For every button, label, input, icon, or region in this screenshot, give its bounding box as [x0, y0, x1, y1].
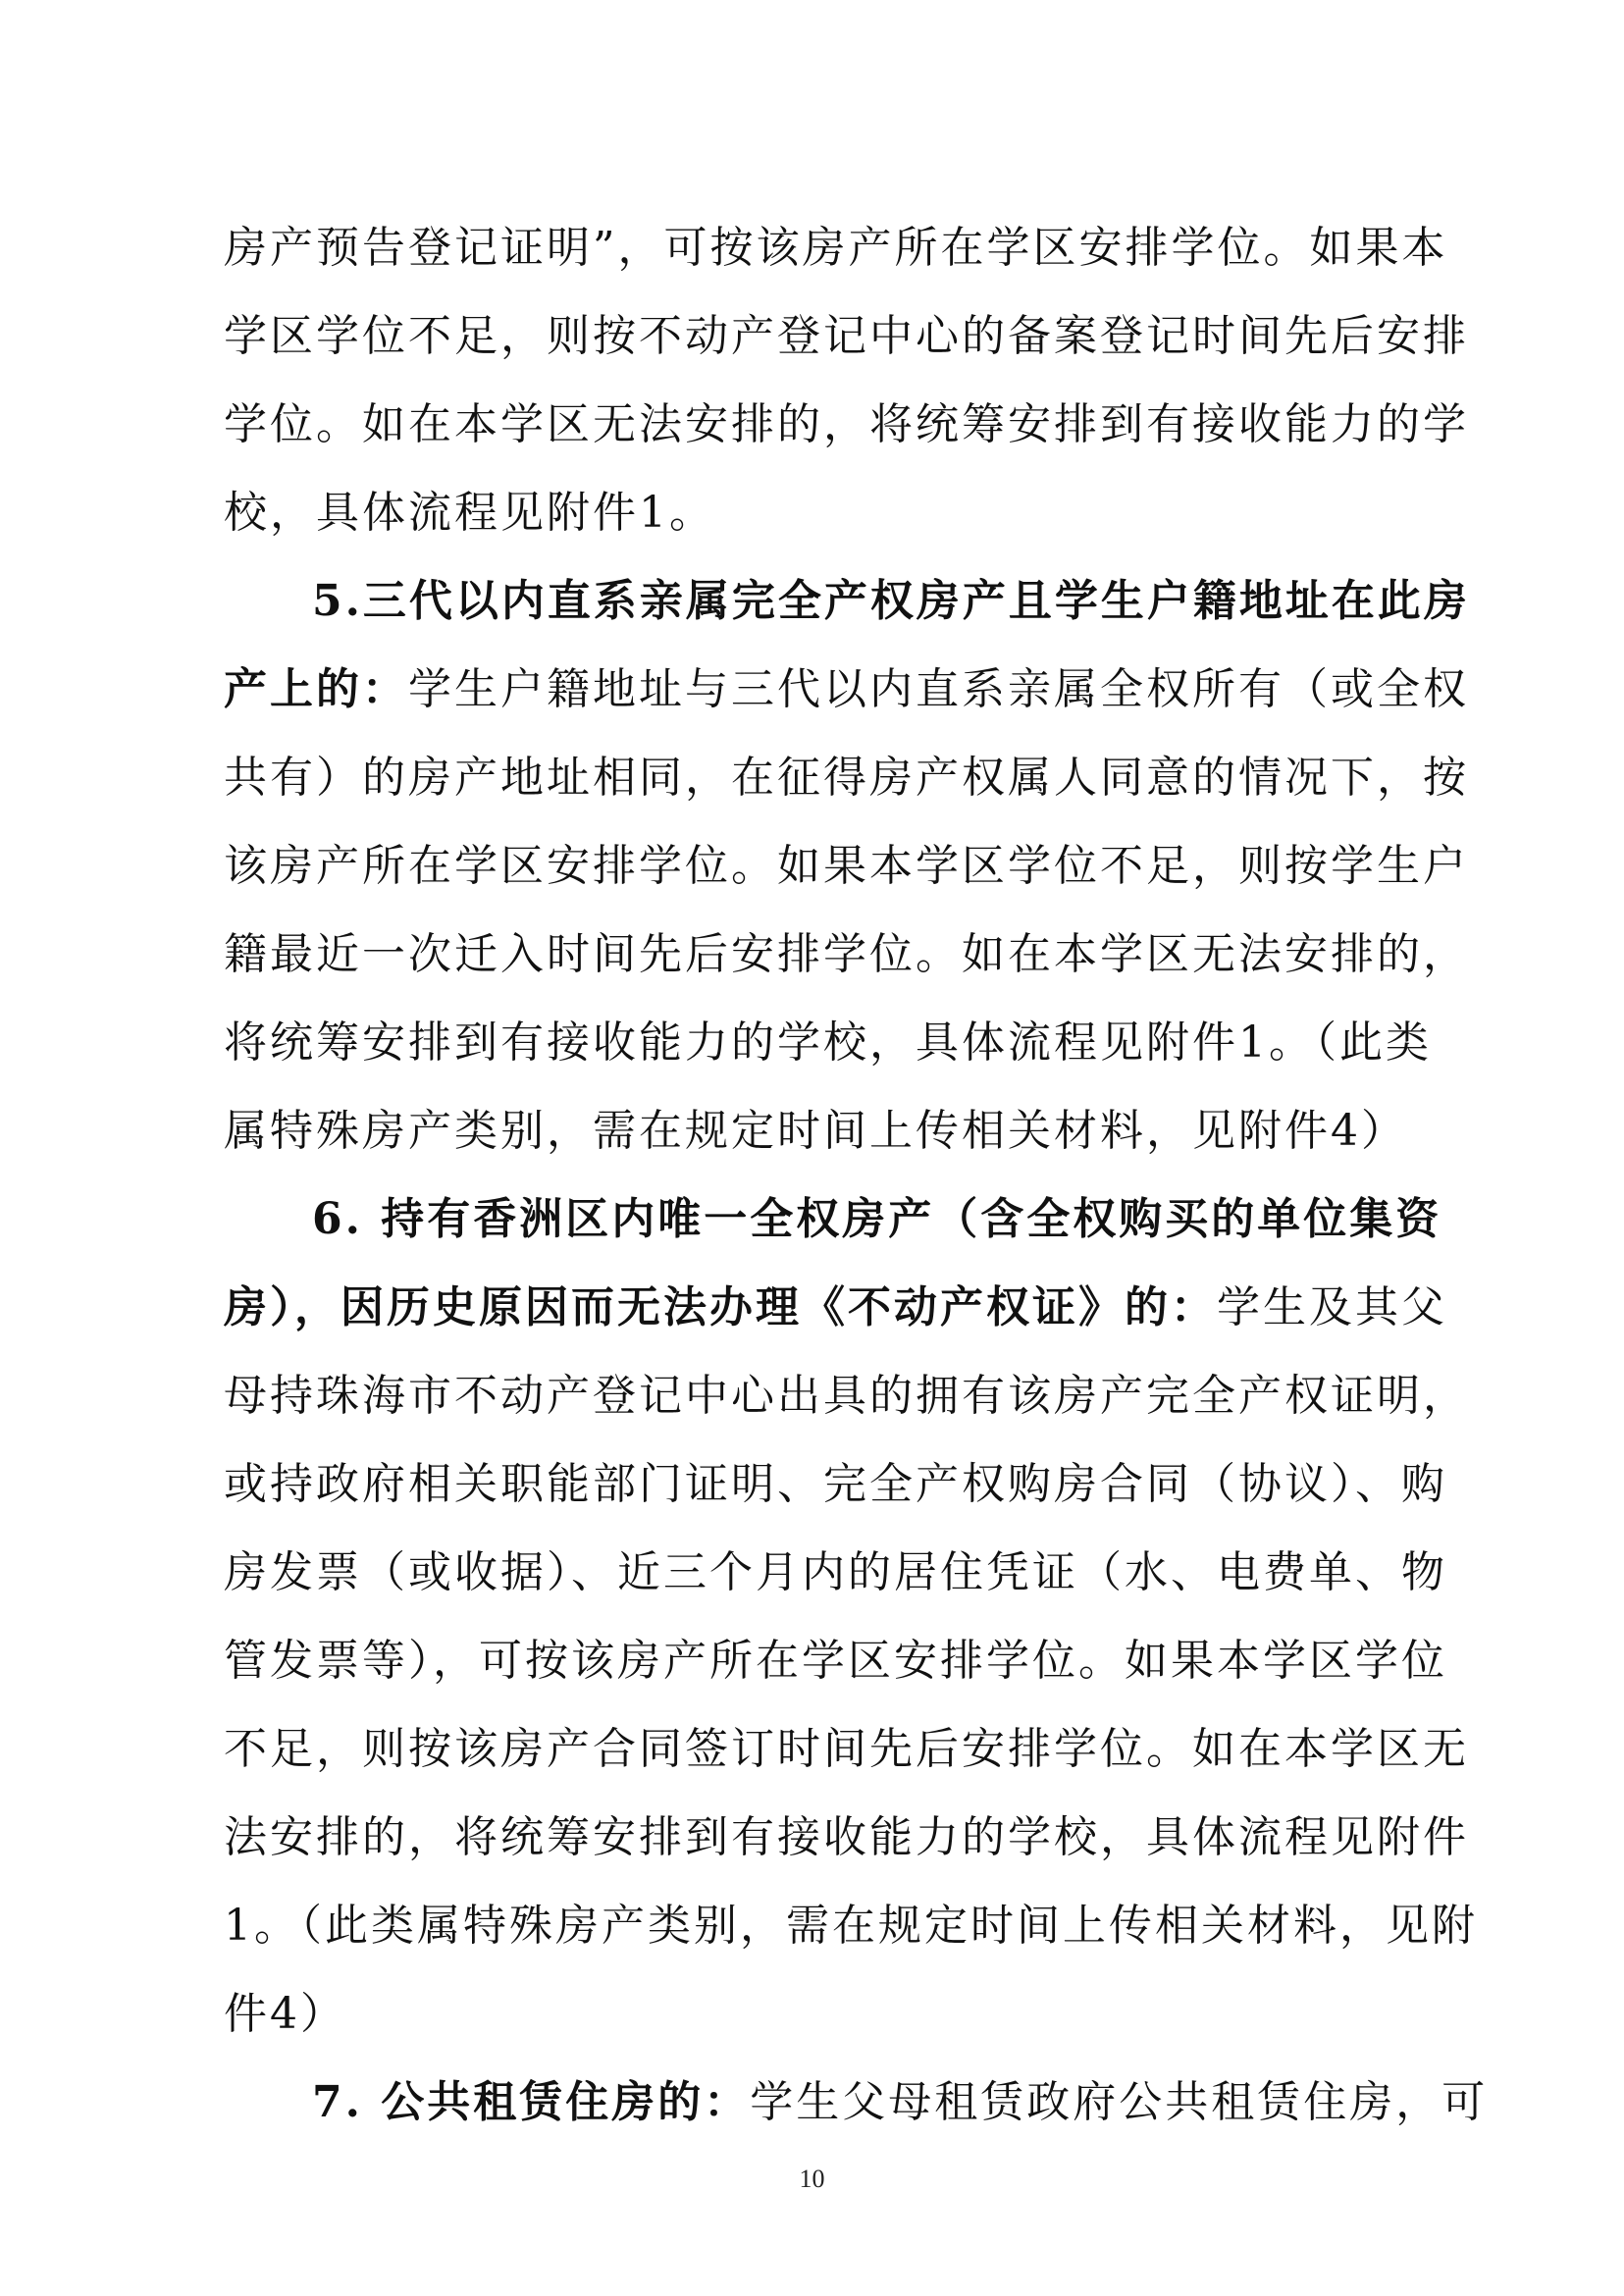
text-run: 1。（此类属特殊房产类别，需在规定时间上传相关材料，见附 — [224, 1901, 1478, 1951]
text-run: 该房产所在学区安排学位。如果本学区学位不足，则按学生户 — [224, 841, 1469, 891]
text-run: 学生父母租赁政府公共租赁住房，可 — [750, 2077, 1489, 2127]
text-run: 房发票（或收据）、近三个月内的居住凭证（水、电费单、物 — [224, 1547, 1447, 1597]
text-run: 管发票等），可按该房产所在学区安排学位。如果本学区学位 — [224, 1636, 1447, 1686]
page-number: 10 — [799, 2165, 825, 2193]
section-heading-text: 产上的： — [224, 664, 408, 714]
section-heading-text: 6. 持有香洲区内唯一全权房产（含全权购买的单位集资 — [312, 1194, 1442, 1244]
section-heading-7 — [312, 2059, 1489, 2147]
body-text-line — [224, 1264, 1447, 1352]
text-run: 学区学位不足，则按不动产登记中心的备案登记时间先后安排 — [224, 311, 1469, 361]
body-text-line — [224, 292, 1469, 381]
body-text-line — [224, 204, 1448, 292]
text-run: 或持政府相关职能部门证明、完全产权购房合同（协议）、购 — [224, 1459, 1447, 1509]
text-run: 属特殊房产类别，需在规定时间上传相关材料，见附件4） — [224, 1106, 1407, 1156]
body-text-line — [224, 1352, 1469, 1440]
body-text-line — [224, 1087, 1411, 1175]
text-run: 共有）的房产地址相同，在征得房产权属人同意的情况下，按 — [224, 753, 1469, 803]
text-run: 籍最近一次迁入时间先后安排学位。如在本学区无法安排的， — [224, 929, 1469, 979]
text-run: 不足，则按该房产合同签订时间先后安排学位。如在本学区无 — [224, 1724, 1469, 1774]
body-text-line — [224, 1705, 1469, 1794]
body-text-line — [224, 1529, 1447, 1617]
text-run: 校，具体流程见附件1。 — [224, 488, 715, 538]
section-heading-text: 房），因历史原因而无法办理《不动产权证》的： — [224, 1282, 1217, 1332]
text-run: 学生及其父 — [1217, 1282, 1447, 1332]
text-run: 法安排的，将统筹安排到有接收能力的学校，具体流程见附件 — [224, 1812, 1469, 1862]
section-heading-text: 5.三代以内直系亲属完全产权房产且学生户籍地址在此房 — [312, 576, 1470, 626]
text-run: 学生户籍地址与三代以内直系亲属全权所有（或全权 — [408, 664, 1469, 714]
section-heading-6 — [312, 1175, 1442, 1264]
text-run: 母持珠海市不动产登记中心出具的拥有该房产完全产权证明， — [224, 1371, 1469, 1421]
section-heading-5 — [312, 557, 1470, 646]
body-text-line — [224, 1882, 1478, 1970]
body-text-line — [224, 1794, 1469, 1882]
body-text-line — [224, 999, 1432, 1087]
text-run: 学位。如在本学区无法安排的，将统筹安排到有接收能力的学 — [224, 399, 1469, 449]
body-text-line — [224, 822, 1469, 911]
body-text-line — [224, 911, 1469, 999]
body-text-line — [224, 646, 1469, 734]
body-text-line — [224, 734, 1469, 822]
body-text-line — [224, 381, 1469, 469]
body-text-line — [224, 1970, 1411, 2059]
body-text-line — [224, 1440, 1447, 1529]
text-run: 房产预告登记证明”，可按该房产所在学区安排学位。如果本 — [224, 223, 1448, 273]
text-run: 件4） — [224, 1989, 346, 2039]
body-text-line — [224, 1617, 1447, 1705]
text-run: 将统筹安排到有接收能力的学校，具体流程见附件1。（此类 — [224, 1018, 1432, 1068]
body-text-line — [224, 469, 1411, 557]
section-heading-text: 7. 公共租赁住房的： — [312, 2077, 751, 2127]
